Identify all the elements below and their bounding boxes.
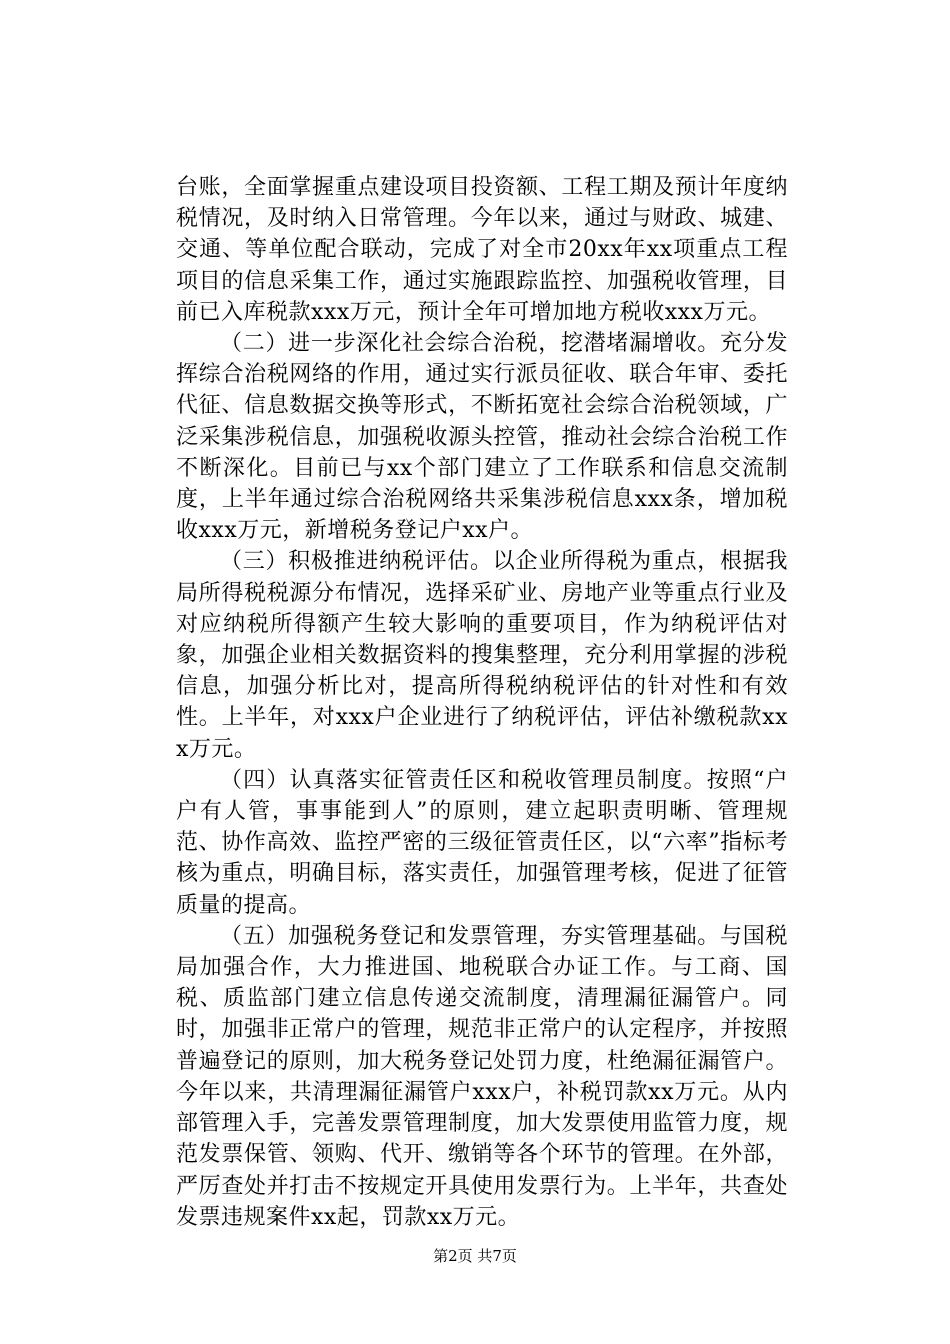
- paragraph-continuation: 台账，全面掌握重点建设项目投资额、工程工期及预计年度纳税情况，及时纳入日常管理。今年以来，通过与财政、城建、交通、等单位配合联动，完成了对全市20xx年xx项重点工程项目的信息采集工作，通过实施跟踪监控、加强税收管理，目前已入库税款xxx万元，预计全年可增加地方税收xxx万元。: [176, 175, 788, 325]
- paragraph-section-5: （五）加强税务登记和发票管理，夯实管理基础。与国税局加强合作，大力推进国、地税联合办证工作。与工商、国税、质监部门建立信息传递交流制度，清理漏征漏管户。同时，加强非正常户的管理，规范非正常户的认定程序，并按照普遍登记的原则，加大税务登记处罚力度，杜绝漏征漏管户。今年以来，共清理漏征漏管户xxx户，补税罚款xx万元。从内部管理入手，完善发票管理制度，加大发票使用监管力度，规范发票保管、领购、代开、缴销等各个环节的管理。在外部，严厉查处并打击不按规定开具使用发票行为。上半年，共查处发票违规案件xx起，罚款xx万元。: [176, 923, 788, 1230]
- paragraph-section-2: （二）进一步深化社会综合治税，挖潜堵漏增收。充分发挥综合治税网络的作用，通过实行派员征收、联合年审、委托代征、信息数据交换等形式，不断拓宽社会综合治税领域，广泛采集涉税信息，加强税收源头控管，推动社会综合治税工作不断深化。目前已与xx个部门建立了工作联系和信息交流制度，上半年通过综合治税网络共采集涉税信息xxx条，增加税收xxx万元，新增税务登记户xx户。: [176, 331, 788, 544]
- page-footer: 第2页 共7页: [433, 1247, 517, 1265]
- paragraph-section-3: （三）积极推进纳税评估。以企业所得税为重点，根据我局所得税税源分布情况，选择采矿业、房地产业等重点行业及对应纳税所得额产生较大影响的重要项目，作为纳税评估对象，加强企业相关数据资料的搜集整理，充分利用掌握的涉税信息，加强分析比对，提高所得税纳税评估的针对性和有效性。上半年，对xxx户企业进行了纳税评估，评估补缴税款xxx万元。: [176, 549, 788, 762]
- paragraph-section-4: （四）认真落实征管责任区和税收管理员制度。按照“户户有人管，事事能到人”的原则，建立起职责明晰、管理规范、协作高效、监控严密的三级征管责任区，以“六率”指标考核为重点，明确目标，落实责任，加强管理考核，促进了征管质量的提高。: [176, 767, 788, 918]
- document-body: [176, 172, 788, 1233]
